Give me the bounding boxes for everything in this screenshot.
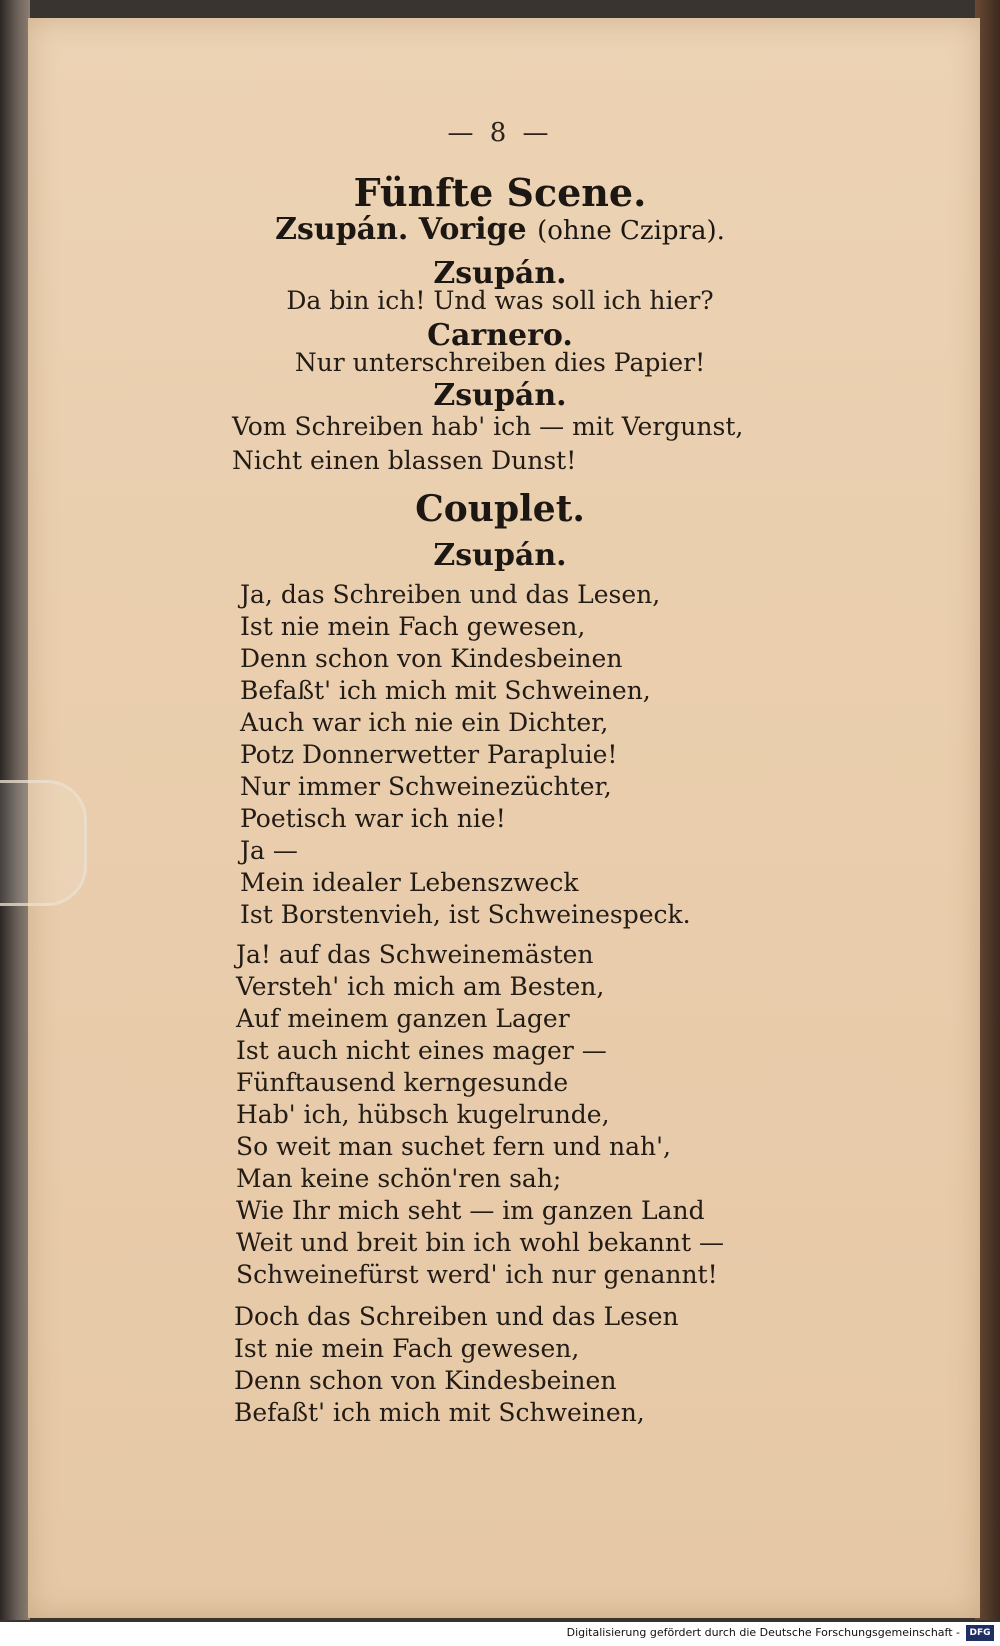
verse-line: Versteh' ich mich am Besten, — [236, 972, 605, 1001]
dialogue-line: Nicht einen blassen Dunst! — [232, 446, 577, 475]
footer-credit: Digitalisierung gefördert durch die Deutsche Forschungsgemeinschaft - — [566, 1626, 960, 1639]
verse-line: Ist nie mein Fach gewesen, — [240, 612, 586, 641]
verse-line: Ist Borstenvieh, ist Schweinespeck. — [240, 900, 691, 929]
dfg-logo-icon: DFG — [966, 1625, 994, 1641]
verse-line: Ist nie mein Fach gewesen, — [234, 1334, 580, 1363]
scene-cast — [0, 212, 1000, 247]
verse-line: Auch war ich nie ein Dichter, — [240, 708, 609, 737]
verse-line: Ja! auf das Schweinemästen — [236, 940, 594, 969]
speaker-name: Zsupán. — [433, 378, 567, 413]
verse-line: Ja — — [240, 836, 298, 865]
scene-cast-note: (ohne Czipra). — [537, 216, 725, 246]
verse-line: Denn schon von Kindesbeinen — [240, 644, 623, 673]
verse-line: Befaßt' ich mich mit Schweinen, — [234, 1398, 645, 1427]
verse-line: Schweinefürst werd' ich nur genannt! — [236, 1260, 718, 1289]
verse-line: Doch das Schreiben und das Lesen — [234, 1302, 679, 1331]
page-clip — [0, 780, 87, 906]
footer-bar — [0, 1622, 1000, 1646]
scene-title: Fünfte Scene. — [353, 170, 647, 215]
dialogue-line: Vom Schreiben hab' ich — mit Vergunst, — [232, 412, 744, 441]
verse-line: Hab' ich, hübsch kugelrunde, — [236, 1100, 610, 1129]
verse-line: Denn schon von Kindesbeinen — [234, 1366, 617, 1395]
verse-line: Weit und breit bin ich wohl bekannt — — [236, 1228, 724, 1257]
verse-line: Ja, das Schreiben und das Lesen, — [240, 580, 661, 609]
verse-line: Auf meinem ganzen Lager — [236, 1004, 570, 1033]
speaker-name: Zsupán. — [433, 256, 567, 291]
speaker-name: Carnero. — [427, 318, 573, 353]
verse-line: Man keine schön'ren sah; — [236, 1164, 562, 1193]
verse-line: Befaßt' ich mich mit Schweinen, — [240, 676, 651, 705]
verse-line: Wie Ihr mich seht — im ganzen Land — [236, 1196, 705, 1225]
dialogue-line: Da bin ich! Und was soll ich hier? — [286, 286, 714, 315]
speaker-name: Zsupán. — [433, 538, 567, 573]
verse-line: Potz Donnerwetter Parapluie! — [240, 740, 618, 769]
couplet-title: Couplet. — [415, 488, 585, 530]
verse-line: So weit man suchet fern und nah', — [236, 1132, 671, 1161]
verse-line: Poetisch war ich nie! — [240, 804, 506, 833]
verse-line: Mein idealer Lebenszweck — [240, 868, 579, 897]
verse-line: Fünftausend kerngesunde — [236, 1068, 569, 1097]
dialogue-line: Nur unterschreiben dies Papier! — [294, 348, 706, 377]
scene-cast-names: Zsupán. Vorige — [275, 212, 527, 247]
verse-line: Ist auch nicht eines mager — — [236, 1036, 607, 1065]
verse-line: Nur immer Schweinezüchter, — [240, 772, 612, 801]
page-number: — 8 — — [447, 118, 553, 148]
